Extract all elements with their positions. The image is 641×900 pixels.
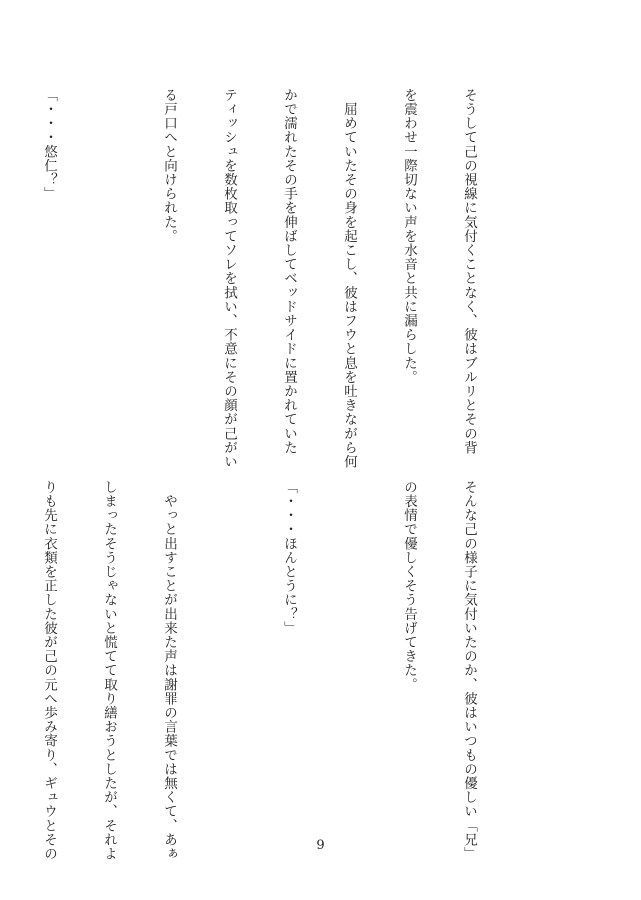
text-line: る戸口へと向けられた。 (161, 88, 177, 244)
dialogue-line: 「・・・悠仁？」 (41, 88, 57, 201)
text-line: を震わせ一際切ない声を水音と共に漏らした。 (401, 88, 417, 385)
dialogue-line: 「・・・ほんとうに？」 (281, 480, 297, 636)
upper-text-block (0, 88, 519, 468)
text-line: 屈めていたその身を起こし、彼はフウと息を吐きながら何 (341, 88, 357, 469)
blank-line (339, 480, 359, 820)
text-line: そんな己の様子に気付いたのか、彼はいつもの優しい「兄」 (461, 480, 477, 861)
text-line: ティッシュを数枚取ってソレを拭い、不意にその顔が己がい (221, 88, 237, 469)
page-number: 9 (316, 838, 325, 853)
text-line: しまったそうじゃないと慌てて取り繕おうとしたが、それよ (101, 480, 117, 861)
text-line: そうして己の視線に気付くことなく、彼はブルリとその背 (461, 88, 477, 455)
text-line: の表情で優しくそう告げてきた。 (401, 480, 417, 692)
text-line: かで濡れたその手を伸ばしてベッドサイドに置かれていた (281, 88, 297, 455)
text-line: やっと出すことが出来た声は謝罪の言葉では無くて、あぁ (161, 480, 177, 861)
text-line: りも先に衣類を正した彼が己の元へ歩み寄り、ギュウとその (41, 480, 57, 861)
blank-line (219, 480, 239, 820)
blank-line (99, 88, 119, 468)
lower-text-block (0, 480, 519, 861)
